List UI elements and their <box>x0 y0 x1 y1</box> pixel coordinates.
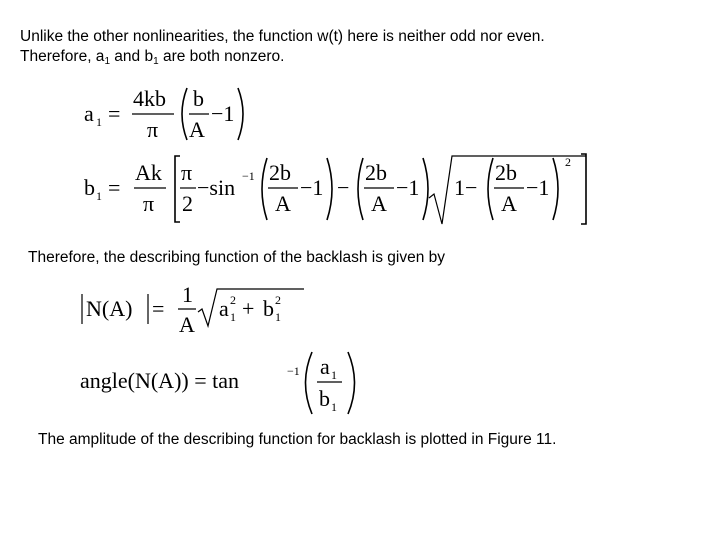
equation-magnitude <box>80 282 310 346</box>
b1-numerator: Ak <box>135 160 162 185</box>
angle-lhs: angle(N(A)) = tan <box>80 368 240 393</box>
b1-paren-3-left <box>488 158 493 220</box>
a1-right-paren <box>238 88 243 140</box>
magnitude-lhs: N(A) <box>86 296 133 321</box>
b1-right-bracket <box>581 154 586 224</box>
b1-pi-numerator: π <box>181 160 193 185</box>
magnitude-b-superscript: 2 <box>275 293 281 307</box>
equation-a1 <box>84 84 264 144</box>
magnitude-b: b <box>263 296 274 321</box>
magnitude-a: a <box>219 296 229 321</box>
magnitude-a-superscript: 2 <box>230 293 236 307</box>
b1-squared-superscript: 2 <box>565 155 571 169</box>
b1-sin-superscript: −1 <box>242 169 255 183</box>
angle-tan-superscript: −1 <box>287 364 300 378</box>
b1-fraction-2-numerator: 2b <box>365 160 387 185</box>
angle-right-paren <box>348 352 355 414</box>
magnitude-plus: + <box>242 296 255 321</box>
b1-pi-denominator: 2 <box>182 191 193 216</box>
angle-left-paren <box>306 352 313 414</box>
b1-equals: = <box>108 175 121 200</box>
a1-numerator: 4kb <box>133 86 166 111</box>
magnitude-denominator: A <box>179 312 195 337</box>
a1-denominator: π <box>147 117 159 142</box>
a1-lhs: a <box>84 101 94 126</box>
b1-denominator: π <box>143 191 155 216</box>
intro-text-a: Therefore, a <box>20 48 105 65</box>
equation-angle <box>80 350 370 418</box>
b1-fraction-3-denominator: A <box>501 191 517 216</box>
b1-minus-one-2: −1 <box>396 175 420 200</box>
b1-minus-between: − <box>337 175 350 200</box>
angle-numerator: a <box>320 354 330 379</box>
b1-fraction-2-denominator: A <box>371 191 387 216</box>
equation-b1 <box>84 150 594 228</box>
b1-minus-sin: −sin <box>197 175 236 200</box>
intro-line-2 <box>20 47 680 67</box>
b1-minus-one-3: −1 <box>526 175 550 200</box>
a1-equals: = <box>108 101 121 126</box>
intro-subscript-1: 1 <box>104 56 110 67</box>
b1-one-minus: 1− <box>454 175 478 200</box>
b1-lhs: b <box>84 175 95 200</box>
b1-left-bracket <box>175 156 180 222</box>
intro-text-c: are both nonzero. <box>158 48 285 65</box>
b1-paren-1-left <box>262 158 267 220</box>
magnitude-b-subscript: 1 <box>275 310 281 324</box>
describing-sentence: Therefore, the describing function of the backlash is given by <box>28 249 446 266</box>
magnitude-numerator: 1 <box>182 282 193 307</box>
b1-paren-1-right <box>327 158 332 220</box>
b1-paren-3-right <box>553 158 558 220</box>
b1-fraction-1-denominator: A <box>275 191 291 216</box>
a1-lhs-subscript: 1 <box>96 115 102 129</box>
b1-lhs-subscript: 1 <box>96 189 102 203</box>
intro-line-1: Unlike the other nonlinearities, the function w(t) here is neither odd nor even. <box>20 28 545 45</box>
angle-numerator-subscript: 1 <box>331 368 337 382</box>
magnitude-a-subscript: 1 <box>230 310 236 324</box>
intro-paragraph <box>20 27 680 67</box>
b1-minus-one-1: −1 <box>300 175 324 200</box>
amplitude-sentence: The amplitude of the describing function for backlash is plotted in Figure 11. <box>38 431 557 448</box>
angle-denominator-subscript: 1 <box>331 400 337 414</box>
intro-subscript-2: 1 <box>153 56 159 67</box>
angle-denominator: b <box>319 386 330 411</box>
magnitude-equals: = <box>152 296 165 321</box>
a1-minus-one: −1 <box>211 101 235 126</box>
a1-inner-numerator: b <box>193 86 204 111</box>
b1-paren-2-left <box>358 158 363 220</box>
intro-text-b: and b <box>110 48 154 65</box>
b1-fraction-3-numerator: 2b <box>495 160 517 185</box>
b1-paren-2-right <box>423 158 428 220</box>
a1-left-paren <box>182 88 187 140</box>
b1-fraction-1-numerator: 2b <box>269 160 291 185</box>
a1-inner-denominator: A <box>189 117 205 142</box>
